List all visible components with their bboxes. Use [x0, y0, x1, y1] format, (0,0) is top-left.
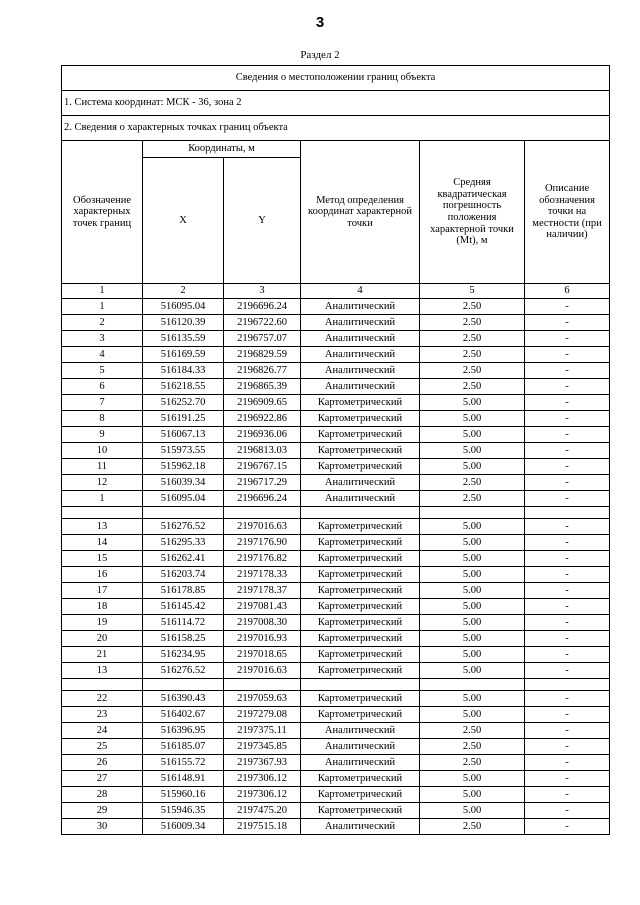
- table-row: [62, 647, 610, 663]
- point-id-cell: 28: [62, 787, 143, 803]
- method-cell: Картометрический: [301, 535, 420, 551]
- error-cell: 2.50: [420, 315, 525, 331]
- error-cell: 5.00: [420, 411, 525, 427]
- x-cell: 516276.52: [143, 519, 224, 535]
- separator-row: [62, 679, 610, 691]
- empty-cell: [420, 507, 525, 519]
- table-row: [62, 787, 610, 803]
- point-id-cell: 9: [62, 427, 143, 443]
- error-cell: 5.00: [420, 647, 525, 663]
- y-cell: 2197008.30: [224, 615, 301, 631]
- point-id-cell: 5: [62, 363, 143, 379]
- table-row: [62, 347, 610, 363]
- y-cell: 2197178.37: [224, 583, 301, 599]
- y-cell: 2196865.39: [224, 379, 301, 395]
- error-cell: 5.00: [420, 567, 525, 583]
- y-cell: 2196722.60: [224, 315, 301, 331]
- error-cell: 2.50: [420, 363, 525, 379]
- x-cell: 516178.85: [143, 583, 224, 599]
- table-row: [62, 331, 610, 347]
- y-cell: 2197475.20: [224, 803, 301, 819]
- x-cell: 516114.72: [143, 615, 224, 631]
- table-title: Сведения о местоположении границ объекта: [62, 66, 610, 91]
- point-id-cell: 23: [62, 707, 143, 723]
- y-cell: 2196717.29: [224, 475, 301, 491]
- point-id-cell: 27: [62, 771, 143, 787]
- method-cell: Картометрический: [301, 459, 420, 475]
- empty-cell: [62, 679, 143, 691]
- error-cell: 2.50: [420, 739, 525, 755]
- x-cell: 516203.74: [143, 567, 224, 583]
- y-cell: 2196696.24: [224, 299, 301, 315]
- header-y: Y: [224, 158, 301, 284]
- method-cell: Аналитический: [301, 755, 420, 771]
- method-cell: Картометрический: [301, 647, 420, 663]
- column-numbers-row: [62, 284, 610, 299]
- method-cell: Картометрический: [301, 599, 420, 615]
- x-cell: 516158.25: [143, 631, 224, 647]
- empty-cell: [143, 679, 224, 691]
- y-cell: 2196909.65: [224, 395, 301, 411]
- x-cell: 516067.13: [143, 427, 224, 443]
- x-cell: 516390.43: [143, 691, 224, 707]
- error-cell: 2.50: [420, 347, 525, 363]
- description-cell: -: [525, 771, 610, 787]
- method-cell: Картометрический: [301, 771, 420, 787]
- method-cell: Аналитический: [301, 723, 420, 739]
- error-cell: 5.00: [420, 599, 525, 615]
- error-cell: 5.00: [420, 787, 525, 803]
- column-number: 4: [301, 284, 420, 299]
- error-cell: 2.50: [420, 475, 525, 491]
- table-row: [62, 551, 610, 567]
- x-cell: 516155.72: [143, 755, 224, 771]
- table-row: [62, 363, 610, 379]
- table-row: [62, 707, 610, 723]
- x-cell: 515962.18: [143, 459, 224, 475]
- empty-cell: [525, 679, 610, 691]
- description-cell: -: [525, 819, 610, 835]
- y-cell: 2196813.03: [224, 443, 301, 459]
- description-cell: -: [525, 615, 610, 631]
- table-row: [62, 299, 610, 315]
- table-row: [62, 315, 610, 331]
- description-cell: -: [525, 395, 610, 411]
- description-cell: -: [525, 411, 610, 427]
- description-cell: -: [525, 787, 610, 803]
- table-row: [62, 599, 610, 615]
- method-cell: Аналитический: [301, 819, 420, 835]
- x-cell: 516039.34: [143, 475, 224, 491]
- error-cell: 5.00: [420, 631, 525, 647]
- description-cell: -: [525, 707, 610, 723]
- description-cell: -: [525, 315, 610, 331]
- point-id-cell: 6: [62, 379, 143, 395]
- table-row: [62, 739, 610, 755]
- y-cell: 2197016.63: [224, 663, 301, 679]
- description-cell: -: [525, 331, 610, 347]
- method-cell: Аналитический: [301, 491, 420, 507]
- x-cell: 516095.04: [143, 491, 224, 507]
- method-cell: Картометрический: [301, 519, 420, 535]
- description-cell: -: [525, 535, 610, 551]
- table-row: [62, 411, 610, 427]
- x-cell: 516169.59: [143, 347, 224, 363]
- separator-row: [62, 507, 610, 519]
- table-row: [62, 567, 610, 583]
- x-cell: 516185.07: [143, 739, 224, 755]
- y-cell: 2197178.33: [224, 567, 301, 583]
- method-cell: Аналитический: [301, 331, 420, 347]
- error-cell: 5.00: [420, 395, 525, 411]
- description-cell: -: [525, 427, 610, 443]
- table-row: [62, 379, 610, 395]
- point-id-cell: 12: [62, 475, 143, 491]
- point-id-cell: 13: [62, 519, 143, 535]
- empty-cell: [143, 507, 224, 519]
- x-cell: 515960.16: [143, 787, 224, 803]
- x-cell: 516396.95: [143, 723, 224, 739]
- y-cell: 2197059.63: [224, 691, 301, 707]
- column-number: 3: [224, 284, 301, 299]
- description-cell: -: [525, 443, 610, 459]
- column-number: 1: [62, 284, 143, 299]
- error-cell: 5.00: [420, 427, 525, 443]
- table-row: [62, 475, 610, 491]
- error-cell: 5.00: [420, 803, 525, 819]
- table-row: [62, 691, 610, 707]
- error-cell: 5.00: [420, 519, 525, 535]
- description-cell: -: [525, 567, 610, 583]
- page-number: 3: [315, 14, 325, 31]
- points-heading: 2. Сведения о характерных точках границ объекта: [62, 116, 610, 141]
- header-error: Средняя квадратическая погрешность положения характерной точки (Mt), м: [420, 141, 525, 284]
- point-id-cell: 26: [62, 755, 143, 771]
- point-id-cell: 24: [62, 723, 143, 739]
- table-row: [62, 583, 610, 599]
- y-cell: 2197367.93: [224, 755, 301, 771]
- method-cell: Картометрический: [301, 443, 420, 459]
- header-coords: Координаты, м: [143, 141, 301, 158]
- y-cell: 2197515.18: [224, 819, 301, 835]
- description-cell: -: [525, 739, 610, 755]
- method-cell: Аналитический: [301, 299, 420, 315]
- point-id-cell: 15: [62, 551, 143, 567]
- description-cell: -: [525, 599, 610, 615]
- point-id-cell: 18: [62, 599, 143, 615]
- description-cell: -: [525, 755, 610, 771]
- point-id-cell: 11: [62, 459, 143, 475]
- error-cell: 2.50: [420, 755, 525, 771]
- column-number: 2: [143, 284, 224, 299]
- description-cell: -: [525, 647, 610, 663]
- table-row: [62, 755, 610, 771]
- column-number: 6: [525, 284, 610, 299]
- description-cell: -: [525, 299, 610, 315]
- point-id-cell: 10: [62, 443, 143, 459]
- method-cell: Картометрический: [301, 551, 420, 567]
- x-cell: 516120.39: [143, 315, 224, 331]
- y-cell: 2197345.85: [224, 739, 301, 755]
- x-cell: 516402.67: [143, 707, 224, 723]
- error-cell: 5.00: [420, 443, 525, 459]
- point-id-cell: 19: [62, 615, 143, 631]
- table-row: [62, 427, 610, 443]
- point-id-cell: 1: [62, 491, 143, 507]
- x-cell: 516234.95: [143, 647, 224, 663]
- y-cell: 2197176.90: [224, 535, 301, 551]
- table-row: [62, 519, 610, 535]
- method-cell: Аналитический: [301, 363, 420, 379]
- boundary-points-table: [61, 65, 610, 835]
- y-cell: 2197018.65: [224, 647, 301, 663]
- y-cell: 2196936.06: [224, 427, 301, 443]
- error-cell: 2.50: [420, 299, 525, 315]
- error-cell: 5.00: [420, 615, 525, 631]
- point-id-cell: 25: [62, 739, 143, 755]
- method-cell: Картометрический: [301, 615, 420, 631]
- table-row: [62, 771, 610, 787]
- x-cell: 515946.35: [143, 803, 224, 819]
- method-cell: Аналитический: [301, 379, 420, 395]
- point-id-cell: 16: [62, 567, 143, 583]
- method-cell: Картометрический: [301, 411, 420, 427]
- method-cell: Аналитический: [301, 739, 420, 755]
- description-cell: -: [525, 519, 610, 535]
- error-cell: 2.50: [420, 379, 525, 395]
- point-id-cell: 21: [62, 647, 143, 663]
- method-cell: Картометрический: [301, 567, 420, 583]
- method-cell: Картометрический: [301, 583, 420, 599]
- description-cell: -: [525, 475, 610, 491]
- method-cell: Картометрический: [301, 663, 420, 679]
- table-row: [62, 491, 610, 507]
- method-cell: Картометрический: [301, 691, 420, 707]
- section-label: Раздел 2: [300, 49, 340, 61]
- description-cell: -: [525, 363, 610, 379]
- x-cell: 516184.33: [143, 363, 224, 379]
- error-cell: 5.00: [420, 771, 525, 787]
- description-cell: -: [525, 583, 610, 599]
- method-cell: Аналитический: [301, 315, 420, 331]
- error-cell: 2.50: [420, 723, 525, 739]
- table-row: [62, 723, 610, 739]
- y-cell: 2197176.82: [224, 551, 301, 567]
- table-body: [62, 299, 610, 835]
- y-cell: 2196826.77: [224, 363, 301, 379]
- description-cell: -: [525, 691, 610, 707]
- description-cell: -: [525, 803, 610, 819]
- x-cell: 516145.42: [143, 599, 224, 615]
- x-cell: 516191.25: [143, 411, 224, 427]
- description-cell: -: [525, 459, 610, 475]
- description-cell: -: [525, 631, 610, 647]
- table-row: [62, 395, 610, 411]
- point-id-cell: 3: [62, 331, 143, 347]
- coord-system: 1. Система координат: МСК - 36, зона 2: [62, 91, 610, 116]
- y-cell: 2196767.15: [224, 459, 301, 475]
- x-cell: 516262.41: [143, 551, 224, 567]
- method-cell: Картометрический: [301, 427, 420, 443]
- y-cell: 2196696.24: [224, 491, 301, 507]
- y-cell: 2197016.93: [224, 631, 301, 647]
- table-row: [62, 631, 610, 647]
- point-id-cell: 17: [62, 583, 143, 599]
- error-cell: 5.00: [420, 551, 525, 567]
- y-cell: 2196757.07: [224, 331, 301, 347]
- description-cell: -: [525, 379, 610, 395]
- table-row: [62, 459, 610, 475]
- method-cell: Картометрический: [301, 707, 420, 723]
- empty-cell: [301, 507, 420, 519]
- table-row: [62, 443, 610, 459]
- point-id-cell: 1: [62, 299, 143, 315]
- y-cell: 2197016.63: [224, 519, 301, 535]
- error-cell: 5.00: [420, 459, 525, 475]
- empty-cell: [420, 679, 525, 691]
- x-cell: 515973.55: [143, 443, 224, 459]
- x-cell: 516009.34: [143, 819, 224, 835]
- x-cell: 516252.70: [143, 395, 224, 411]
- table-row: [62, 535, 610, 551]
- x-cell: 516218.55: [143, 379, 224, 395]
- empty-cell: [224, 679, 301, 691]
- description-cell: -: [525, 551, 610, 567]
- header-description: Описание обозначения точки на местности (при наличии): [525, 141, 610, 284]
- empty-cell: [224, 507, 301, 519]
- point-id-cell: 7: [62, 395, 143, 411]
- empty-cell: [525, 507, 610, 519]
- point-id-cell: 8: [62, 411, 143, 427]
- method-cell: Картометрический: [301, 787, 420, 803]
- point-id-cell: 22: [62, 691, 143, 707]
- error-cell: 5.00: [420, 583, 525, 599]
- description-cell: -: [525, 491, 610, 507]
- y-cell: 2197306.12: [224, 771, 301, 787]
- error-cell: 5.00: [420, 535, 525, 551]
- error-cell: 5.00: [420, 707, 525, 723]
- table-row: [62, 615, 610, 631]
- y-cell: 2196922.86: [224, 411, 301, 427]
- header-point: Обозначение характерных точек границ: [62, 141, 143, 284]
- error-cell: 2.50: [420, 491, 525, 507]
- point-id-cell: 2: [62, 315, 143, 331]
- y-cell: 2197279.08: [224, 707, 301, 723]
- x-cell: 516095.04: [143, 299, 224, 315]
- x-cell: 516135.59: [143, 331, 224, 347]
- point-id-cell: 20: [62, 631, 143, 647]
- description-cell: -: [525, 663, 610, 679]
- table-row: [62, 803, 610, 819]
- point-id-cell: 14: [62, 535, 143, 551]
- point-id-cell: 29: [62, 803, 143, 819]
- error-cell: 2.50: [420, 819, 525, 835]
- header-method: Метод определения координат характерной точки: [301, 141, 420, 284]
- y-cell: 2197306.12: [224, 787, 301, 803]
- method-cell: Аналитический: [301, 475, 420, 491]
- y-cell: 2196829.59: [224, 347, 301, 363]
- y-cell: 2197375.11: [224, 723, 301, 739]
- header-x: X: [143, 158, 224, 284]
- error-cell: 5.00: [420, 691, 525, 707]
- description-cell: -: [525, 723, 610, 739]
- x-cell: 516276.52: [143, 663, 224, 679]
- table-row: [62, 663, 610, 679]
- method-cell: Картометрический: [301, 803, 420, 819]
- y-cell: 2197081.43: [224, 599, 301, 615]
- point-id-cell: 4: [62, 347, 143, 363]
- method-cell: Аналитический: [301, 347, 420, 363]
- method-cell: Картометрический: [301, 395, 420, 411]
- x-cell: 516295.33: [143, 535, 224, 551]
- empty-cell: [62, 507, 143, 519]
- point-id-cell: 30: [62, 819, 143, 835]
- column-number: 5: [420, 284, 525, 299]
- table-row: [62, 819, 610, 835]
- x-cell: 516148.91: [143, 771, 224, 787]
- empty-cell: [301, 679, 420, 691]
- point-id-cell: 13: [62, 663, 143, 679]
- error-cell: 2.50: [420, 331, 525, 347]
- description-cell: -: [525, 347, 610, 363]
- method-cell: Картометрический: [301, 631, 420, 647]
- error-cell: 5.00: [420, 663, 525, 679]
